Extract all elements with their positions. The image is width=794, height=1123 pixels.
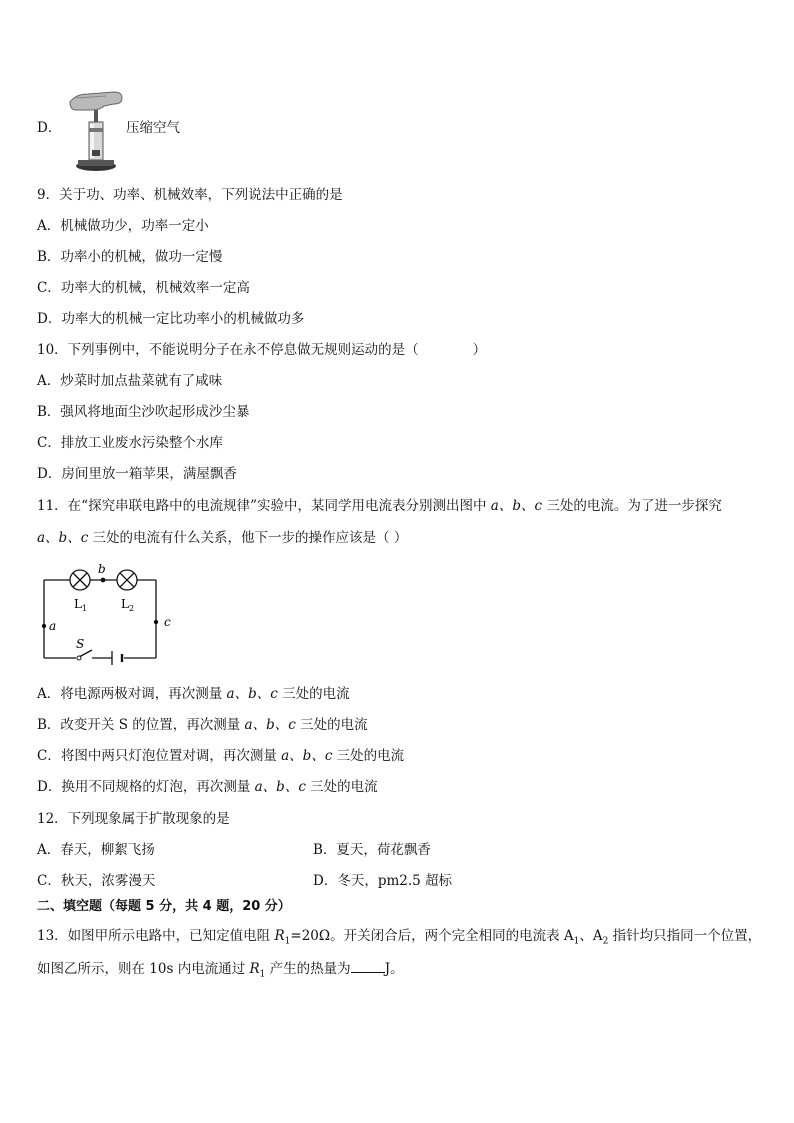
air-pump-illustration <box>66 88 126 174</box>
label-b: b <box>98 562 106 576</box>
q9-option-d: D．功率大的机械一定比功率小的机械做功多 <box>37 311 305 327</box>
q11-option-c: C．将图中两只灯泡位置对调，再次测量 a、b、c 三处的电流 <box>37 748 405 764</box>
q12-option-a: A．春天，柳絮飞扬 <box>37 842 155 858</box>
q13-answer-blank[interactable] <box>351 958 385 973</box>
node-c-dot <box>154 620 158 624</box>
q11-stem-line2: a、b、c 三处的电流有什么关系，他下一步的操作应该是（ ） <box>37 530 408 546</box>
q11-option-a: A．将电源两极对调，再次测量 a、b、c 三处的电流 <box>37 686 350 702</box>
node-b-dot <box>101 578 106 583</box>
q11-option-b: B．改变开关 S 的位置，再次测量 a、b、c 三处的电流 <box>37 717 368 733</box>
label-l1: $L_1$ <box>74 597 88 613</box>
label-s: S <box>76 637 85 651</box>
q12-option-d: D．冬天，pm2.5 超标 <box>313 873 453 889</box>
q12-option-c: C．秋天，浓雾漫天 <box>37 873 156 889</box>
q10-option-d: D．房间里放一箱苹果，满屋飘香 <box>37 466 237 482</box>
q9-option-c: C．功率大的机械，机械效率一定高 <box>37 280 250 296</box>
q10-option-c: C．排放工业废水污染整个水库 <box>37 435 223 451</box>
q11-stem-line1: 11．在“探究串联电路中的电流规律”实验中，某同学用电流表分别测出图中 a、b、c 三处的电流。为了进一步探究 <box>37 498 722 514</box>
series-circuit-diagram <box>36 560 186 666</box>
q13-line2: 如图乙所示，则在 10s 内电流通过 $R_1$ 产生的热量为 J。 <box>37 958 404 985</box>
q10-option-b: B．强风将地面尘沙吹起形成沙尘暴 <box>37 404 250 420</box>
q9-stem: 9．关于功、功率、机械效率，下列说法中正确的是 <box>37 187 343 203</box>
q11-option-d: D．换用不同规格的灯泡，再次测量 a、b、c 三处的电流 <box>37 779 378 795</box>
section-fill-in-title: 二、填空题（每题 5 分，共 4 题，20 分） <box>37 899 291 914</box>
q13-line1: 13．如图甲所示电路中，已知定值电阻 $R_1=20\Omega$。开关闭合后，两个完全相同的电流表 $A_1$、$A_2$ 指针均只指同一个位置， <box>37 928 762 947</box>
label-a: a <box>49 619 57 633</box>
q10-stem: 10．下列事例中，不能说明分子在永不停息做无规则运动的是（ ） <box>37 342 487 358</box>
q9-option-b: B．功率小的机械，做功一定慢 <box>37 249 223 265</box>
q8-option-d-text: 压缩空气 <box>126 120 180 136</box>
node-a-dot <box>42 624 46 628</box>
q12-option-b: B．夏天，荷花飘香 <box>313 842 431 858</box>
label-l2: $L_2$ <box>121 597 135 613</box>
label-c: c <box>164 615 171 629</box>
q10-option-a: A．炒菜时加点盐菜就有了咸味 <box>37 373 223 389</box>
q9-option-a: A．机械做功少，功率一定小 <box>37 218 209 234</box>
q12-stem: 12．下列现象属于扩散现象的是 <box>37 811 230 827</box>
q8-option-d-letter: D． <box>37 120 62 136</box>
